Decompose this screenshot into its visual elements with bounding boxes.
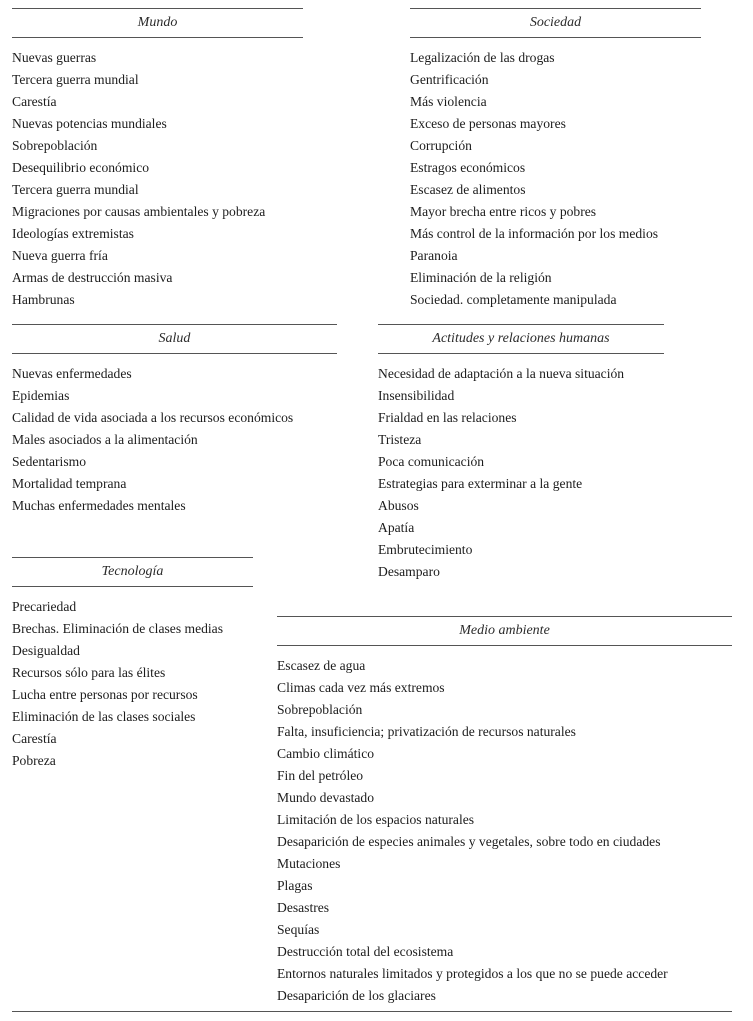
list-item: Nuevas enfermedades (12, 366, 132, 381)
list-item: Desastres (277, 900, 330, 915)
list-item: Brechas. Eliminación de clases medias (12, 621, 224, 636)
list-item: Carestía (12, 94, 57, 109)
list-item: Mayor brecha entre ricos y pobres (410, 204, 597, 219)
list-item: Lucha entre personas por recursos (12, 687, 198, 702)
list-item: Corrupción (410, 138, 472, 153)
section-salud (12, 324, 337, 517)
list-item: Mortalidad temprana (12, 476, 127, 491)
list-salud (12, 363, 337, 517)
section-title-mundo: Mundo (12, 8, 303, 38)
list-item: Mutaciones (277, 856, 341, 871)
section-tecnologia (12, 557, 253, 772)
list-sociedad (410, 47, 701, 311)
list-item: Precariedad (12, 599, 77, 614)
list-item: Armas de destrucción masiva (12, 270, 173, 285)
list-item: Paranoia (410, 248, 458, 263)
section-title-salud: Salud (12, 324, 337, 354)
list-item: Fin del petróleo (277, 768, 364, 783)
list-item: Eliminación de las clases sociales (12, 709, 196, 724)
list-item: Hambrunas (12, 292, 75, 307)
list-item: Más control de la información por los medios (410, 226, 659, 241)
list-item: Legalización de las drogas (410, 50, 555, 65)
list-item: Sedentarismo (12, 454, 86, 469)
list-item: Más violencia (410, 94, 487, 109)
list-item: Nueva guerra fría (12, 248, 108, 263)
list-item: Males asociados a la alimentación (12, 432, 198, 447)
list-item: Carestía (12, 731, 57, 746)
list-item: Tercera guerra mundial (12, 72, 139, 87)
list-item: Sobrepoblación (12, 138, 98, 153)
bottom-divider (12, 1011, 732, 1012)
list-item: Poca comunicación (378, 454, 485, 469)
section-title-medio-ambiente: Medio ambiente (277, 616, 732, 646)
list-item: Estrategias para exterminar a la gente (378, 476, 583, 491)
list-item: Escasez de alimentos (410, 182, 526, 197)
section-actitudes (378, 324, 664, 583)
list-item: Desequilibrio económico (12, 160, 150, 175)
section-title-actitudes: Actitudes y relaciones humanas (378, 324, 664, 354)
list-item: Sequías (277, 922, 320, 937)
list-actitudes (378, 363, 664, 583)
list-item: Pobreza (12, 753, 56, 768)
list-item: Limitación de los espacios naturales (277, 812, 475, 827)
section-title-tecnologia: Tecnología (12, 557, 253, 587)
list-item: Insensibilidad (378, 388, 455, 403)
list-item: Tristeza (378, 432, 422, 447)
list-item: Sociedad. completamente manipulada (410, 292, 617, 307)
list-item: Escasez de agua (277, 658, 366, 673)
list-item: Nuevas potencias mundiales (12, 116, 167, 131)
list-item: Frialdad en las relaciones (378, 410, 517, 425)
list-item: Desaparición de especies animales y vegetales, sobre todo en ciudades (277, 834, 661, 849)
section-sociedad (410, 8, 701, 311)
list-item: Recursos sólo para las élites (12, 665, 166, 680)
list-item: Plagas (277, 878, 313, 893)
list-item: Sobrepoblación (277, 702, 363, 717)
section-mundo (12, 8, 303, 311)
list-medio-ambiente (277, 655, 732, 1007)
list-item: Apatía (378, 520, 415, 535)
list-item: Nuevas guerras (12, 50, 97, 65)
list-item: Cambio climático (277, 746, 375, 761)
list-item: Desigualdad (12, 643, 80, 658)
list-item: Muchas enfermedades mentales (12, 498, 186, 513)
list-item: Entornos naturales limitados y protegidos a los que no se puede acceder (277, 966, 668, 981)
list-item: Embrutecimiento (378, 542, 473, 557)
list-item: Desamparo (378, 564, 440, 579)
list-item: Eliminación de la religión (410, 270, 552, 285)
list-item: Climas cada vez más extremos (277, 680, 445, 695)
list-item: Tercera guerra mundial (12, 182, 139, 197)
list-item: Necesidad de adaptación a la nueva situación (378, 366, 625, 381)
list-item: Desaparición de los glaciares (277, 988, 436, 1003)
list-item: Gentrificación (410, 72, 489, 87)
list-item: Calidad de vida asociada a los recursos económicos (12, 410, 294, 425)
section-medio-ambiente (277, 616, 732, 1007)
list-item: Migraciones por causas ambientales y pobreza (12, 204, 266, 219)
list-item: Mundo devastado (277, 790, 375, 805)
list-item: Ideologías extremistas (12, 226, 134, 241)
list-item: Falta, insuficiencia; privatización de recursos naturales (277, 724, 576, 739)
list-item: Epidemias (12, 388, 70, 403)
list-mundo (12, 47, 303, 311)
list-item: Estragos económicos (410, 160, 526, 175)
list-tecnologia (12, 596, 253, 772)
section-title-sociedad: Sociedad (410, 8, 701, 38)
list-item: Exceso de personas mayores (410, 116, 566, 131)
list-item: Destrucción total del ecosistema (277, 944, 454, 959)
list-item: Abusos (378, 498, 419, 513)
